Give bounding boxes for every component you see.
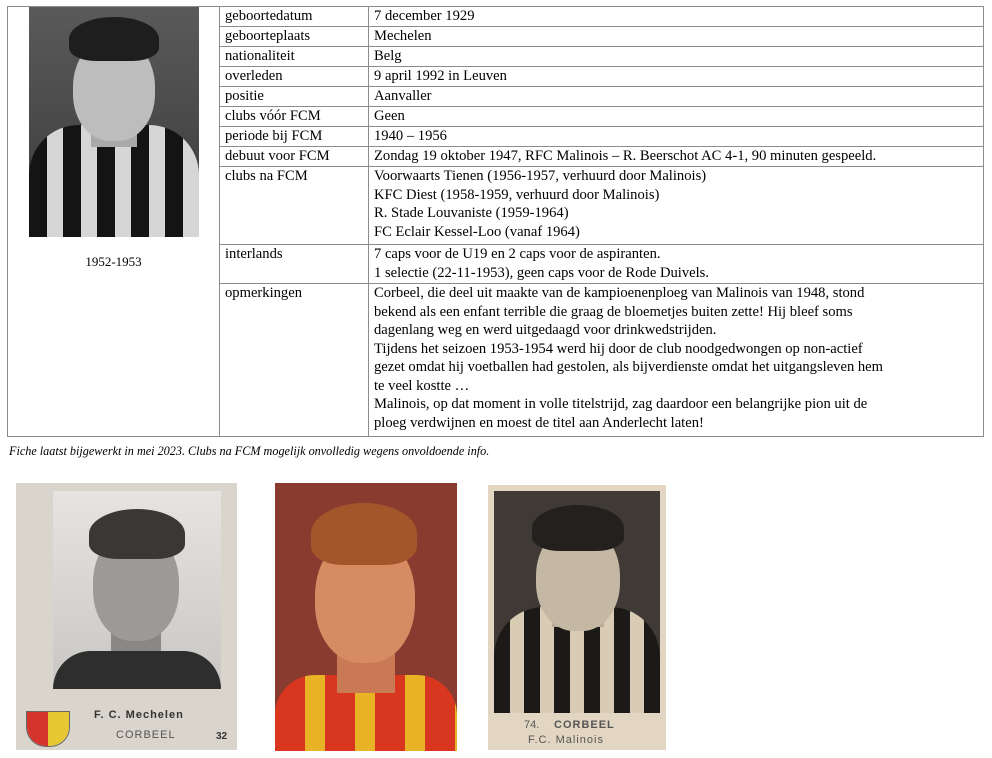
club-shield-icon bbox=[26, 711, 70, 747]
card-name: CORBEEL bbox=[116, 729, 176, 741]
collector-card-malinois bbox=[488, 485, 666, 750]
field-label: overleden bbox=[220, 67, 369, 87]
value-line: 9 april 1992 in Leuven bbox=[374, 68, 507, 84]
field-label: positie bbox=[220, 87, 369, 107]
field-label: clubs vóór FCM bbox=[220, 107, 369, 127]
value-line: R. Stade Louvaniste (1959-1964) bbox=[374, 205, 569, 221]
field-value bbox=[369, 27, 984, 47]
value-line: Geen bbox=[374, 108, 405, 124]
value-line: 1 selectie (22-11-1953), geen caps voor de Rode Duivels. bbox=[374, 264, 710, 281]
card-number: 74. bbox=[524, 719, 540, 731]
card-name: CORBEEL bbox=[554, 719, 615, 731]
value-line: 7 december 1929 bbox=[374, 8, 475, 24]
value-line: Voorwaarts Tienen (1956-1957, verhuurd door Malinois) bbox=[374, 168, 707, 184]
value-line: bekend als een enfant terrible die graag de bloemetjes buiten zette! Hij bleef soms bbox=[374, 303, 853, 320]
value-line: Corbeel, die deel uit maakte van de kampioenenploeg van Malinois van 1948, stond bbox=[374, 285, 865, 301]
player-fiche-table bbox=[7, 6, 984, 437]
collector-card-mechelen bbox=[16, 483, 237, 750]
card-photo bbox=[494, 491, 660, 713]
update-note: Fiche laatst bijgewerkt in mei 2023. Clubs na FCM mogelijk onvolledig wegens onvoldoende info. bbox=[9, 444, 490, 458]
collector-card-colour bbox=[275, 483, 457, 751]
value-line: ploeg verdwijnen en moest de titel aan Anderlecht laten! bbox=[374, 414, 704, 431]
field-value bbox=[369, 67, 984, 87]
value-line: Tijdens het seizoen 1953-1954 werd hij door de club noodgedwongen op non-actief bbox=[374, 340, 863, 357]
field-value bbox=[369, 284, 984, 437]
value-line: te veel kostte … bbox=[374, 377, 470, 394]
field-value bbox=[369, 107, 984, 127]
photo-caption: 1952-1953 bbox=[85, 254, 142, 269]
field-label: nationaliteit bbox=[220, 47, 369, 67]
field-value bbox=[369, 7, 984, 27]
value-line: dagenlang weg en werd uitgedaagd voor drinkwedstrijden. bbox=[374, 322, 717, 338]
field-label: opmerkingen bbox=[220, 284, 369, 437]
field-value bbox=[369, 245, 984, 284]
fiche-row bbox=[8, 7, 984, 27]
field-value bbox=[369, 167, 984, 245]
value-line: Mechelen bbox=[374, 28, 432, 44]
field-label: clubs na FCM bbox=[220, 167, 369, 245]
player-photo bbox=[29, 7, 199, 237]
card-club: F.C. Malinois bbox=[528, 734, 604, 746]
field-label: interlands bbox=[220, 245, 369, 284]
value-line: gezet omdat hij voetballen had gestolen, als bijverdienste omdat het uitgangsleven hem bbox=[374, 359, 884, 375]
card-number: 32 bbox=[216, 731, 228, 742]
field-value bbox=[369, 47, 984, 67]
player-photo-cell bbox=[8, 7, 220, 437]
field-label: geboortedatum bbox=[220, 7, 369, 27]
value-line: 7 caps voor de U19 en 2 caps voor de aspiranten. bbox=[374, 246, 661, 262]
value-line: Malinois, op dat moment in volle titelstrijd, zag daardoor een belangrijke pion uit de bbox=[374, 396, 868, 412]
card-photo bbox=[53, 491, 221, 689]
card-club: F. C. Mechelen bbox=[94, 709, 184, 721]
field-value bbox=[369, 127, 984, 147]
value-line: 1940 – 1956 bbox=[374, 128, 447, 144]
field-label: geboorteplaats bbox=[220, 27, 369, 47]
field-label: periode bij FCM bbox=[220, 127, 369, 147]
field-value bbox=[369, 87, 984, 107]
value-line: Belg bbox=[374, 48, 402, 64]
field-label: debuut voor FCM bbox=[220, 147, 369, 167]
field-value bbox=[369, 147, 984, 167]
value-line: Zondag 19 oktober 1947, RFC Malinois – R. Beerschot AC 4-1, 90 minuten gespeeld. bbox=[374, 148, 877, 164]
value-line: FC Eclair Kessel-Loo (vanaf 1964) bbox=[374, 223, 580, 240]
value-line: Aanvaller bbox=[374, 88, 432, 104]
value-line: KFC Diest (1958-1959, verhuurd door Malinois) bbox=[374, 186, 660, 203]
